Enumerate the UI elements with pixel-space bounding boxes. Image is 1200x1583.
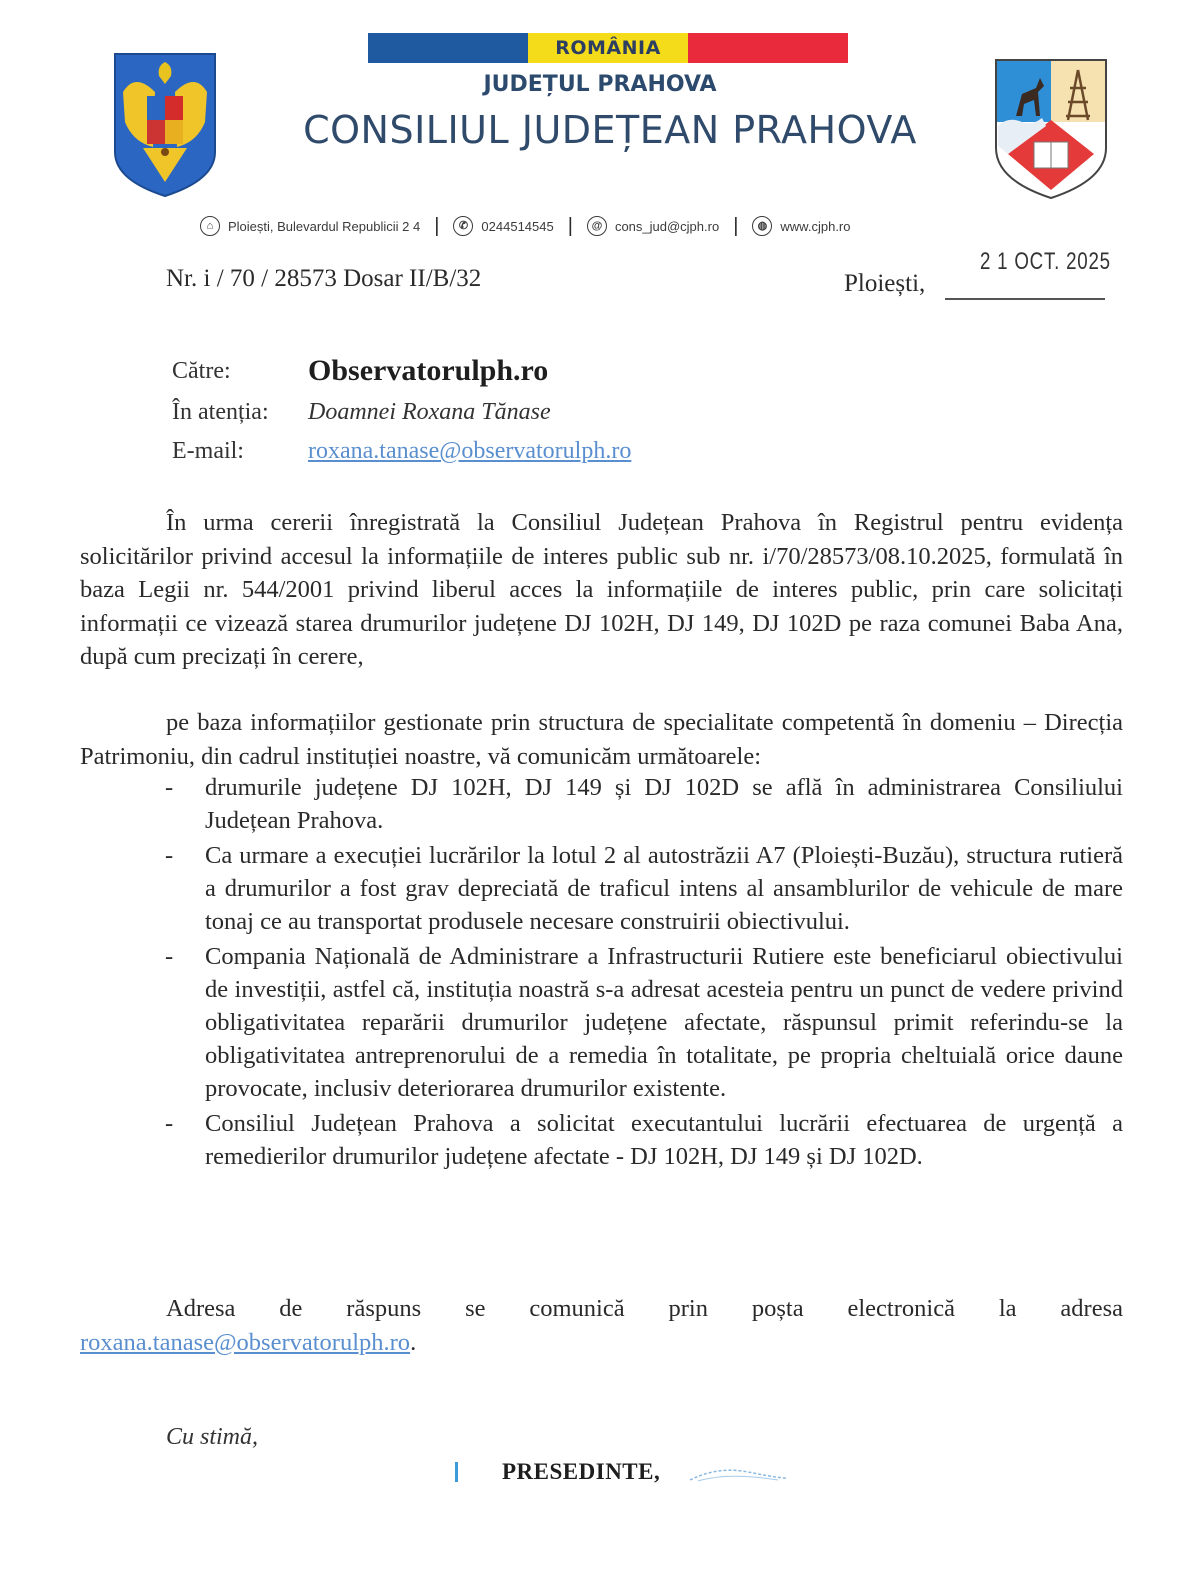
phone-icon: ✆	[453, 216, 473, 236]
body-paragraph-1: În urma cererii înregistrată la Consiliul Județean Prahova în Registrul pentru evidența solicitărilor privind accesul la informațiile de interes public sub nr. i/70/28573/08.10.2025, formulată în baza Legii nr. 544/2001 privind liberul acces la informațiile de interes public, prin care solicitați informații ce vizează starea drumurilor județene DJ 102H, DJ 149, DJ 102D pe raza comunei Baba Ana, după cum precizați în cerere,	[80, 509, 1123, 670]
contact-email[interactable]: cons_jud@cjph.ro	[614, 218, 720, 234]
to-label: Către:	[172, 358, 231, 384]
recipient-email-link[interactable]: roxana.tanase@observatorulph.ro	[308, 438, 632, 464]
contact-phone: 0244514545	[481, 218, 554, 234]
date-underline	[945, 298, 1105, 300]
contact-bar	[200, 214, 850, 238]
prahova-coat-of-arms-icon	[994, 58, 1108, 200]
county-name: JUDEȚUL PRAHOVA	[483, 72, 717, 97]
bullet-item: - Ca urmare a execuției lucrărilor la lotul 2 al autostrăzii A7 (Ploiești-Buzău), structura rutieră a drumurilor a fost grav depreciată de traficul intens al ansamblurilor de vehicule de mare tonaj ce au transportat produsele necesare construirii obiectivului.	[165, 842, 1123, 935]
flag-label: ROMÂNIA	[528, 33, 688, 63]
divider: |	[567, 214, 573, 237]
divider: |	[434, 214, 440, 237]
bullet-list	[165, 771, 1123, 1175]
council-title: CONSILIUL JUDEȚEAN PRAHOVA	[303, 108, 917, 152]
body-paragraph-2: pe baza informațiilor gestionate prin structura de specialitate competentă în domeniu – Direcția Patrimoniu, din cadrul instituției noastre, vă comunicăm următoarele:	[80, 709, 1123, 770]
web-icon: ◍	[752, 216, 772, 236]
attention-label: În atenția:	[172, 399, 269, 425]
romania-flag-banner	[368, 33, 848, 63]
official-stamp-icon	[688, 1466, 788, 1482]
contact-address: Ploiești, Bulevardul Republicii 2 4	[228, 218, 421, 234]
bullet-item: - Compania Națională de Administrare a Infrastructurii Rutiere este beneficiarul obiectivului de investiții, astfel că, instituția noastră s-a adresat acesteia pentru un punct de vedere privind obligativitatea reparării drumurilor județene afectate, răspunsul primit referindu-se la obligativitatea antreprenorului de a remedia în totalitate, pe propria cheltuială orice daune provocate, inclusiv deteriorarea drumurilor existente.	[165, 943, 1123, 1102]
city-label: Ploiești,	[844, 270, 926, 297]
body-paragraph-3: Adresa de răspuns se comunică prin poșta electronică la adresa roxana.tanase@observatorulph.ro.	[80, 1295, 1123, 1356]
email-icon: @	[587, 216, 607, 236]
flag-blue-stripe	[368, 33, 528, 63]
closing-salutation: Cu stimă,	[166, 1424, 259, 1450]
location-icon: ⌂	[200, 216, 220, 236]
date-stamp: 2 1 OCT. 2025	[980, 248, 1111, 275]
signature-mark	[455, 1462, 458, 1482]
signatory-title: PRESEDINTE,	[502, 1459, 661, 1484]
flag-red-stripe	[688, 33, 848, 63]
bullet-item: - Consiliul Județean Prahova a solicitat executantului lucrării efectuarea de urgență a remedierilor drumurilor județene afectate - DJ 102H, DJ 149 și DJ 102D.	[165, 1110, 1123, 1170]
divider: |	[733, 214, 739, 237]
attention-name: Doamnei Roxana Tănase	[308, 399, 551, 425]
reference-number: Nr. i / 70 / 28573 Dosar II/B/32	[166, 265, 482, 292]
recipient-name: Observatorulph.ro	[308, 354, 549, 387]
reply-email-link[interactable]: roxana.tanase@observatorulph.ro	[80, 1328, 411, 1356]
bullet-item: - drumurile județene DJ 102H, DJ 149 și DJ 102D se află în administrarea Consiliului Județean Prahova.	[165, 774, 1123, 834]
email-label: E-mail:	[172, 438, 244, 464]
contact-website[interactable]: www.cjph.ro	[780, 218, 851, 234]
